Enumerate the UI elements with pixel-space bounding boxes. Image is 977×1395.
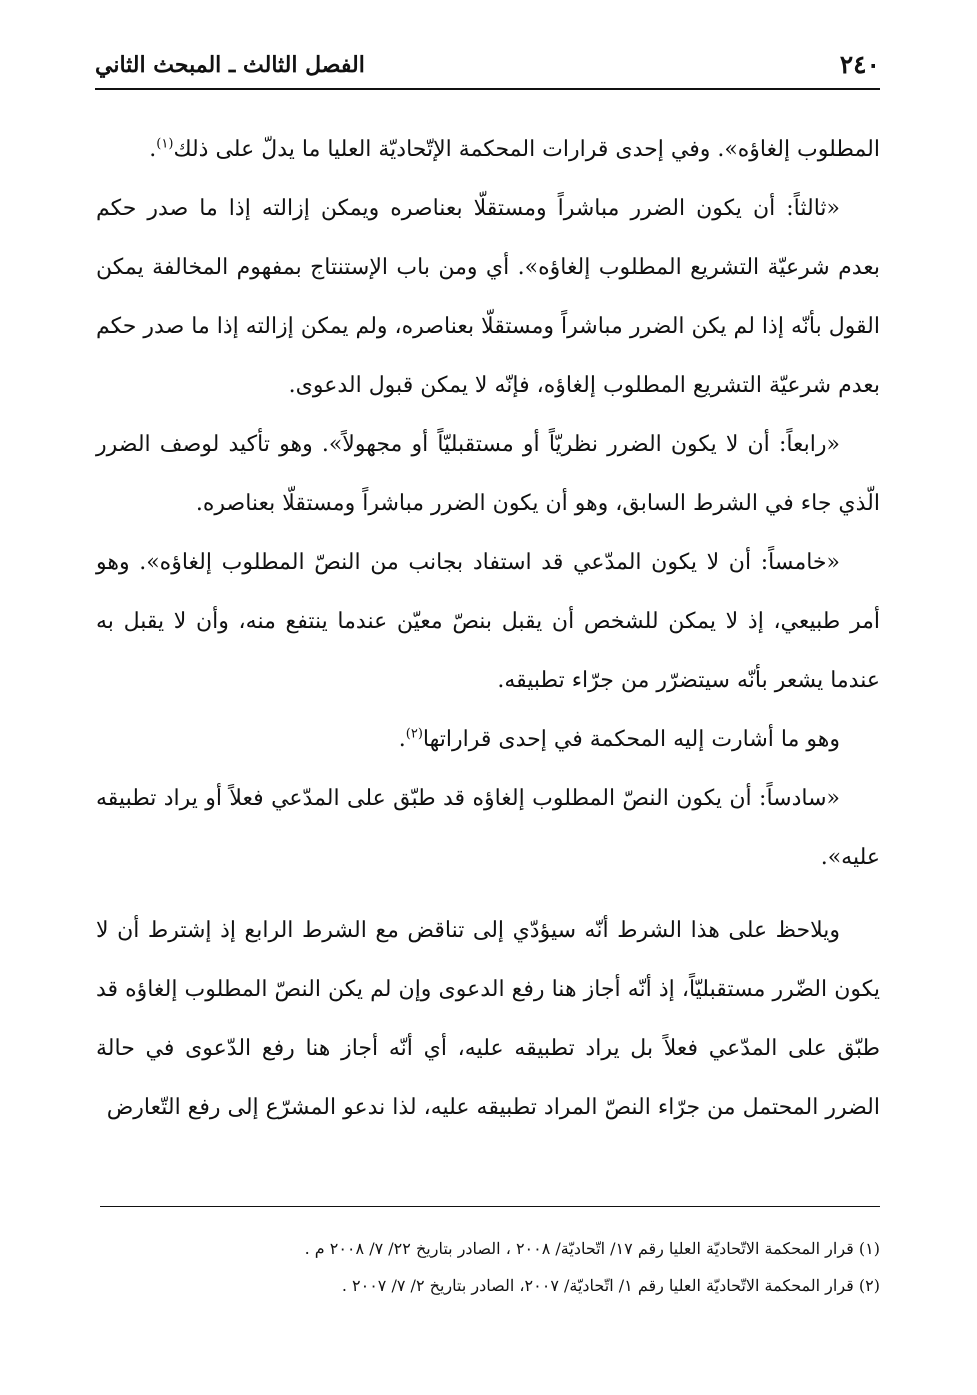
footnotes bbox=[96, 1230, 880, 1304]
paragraph-condition-4: «رابعاً: أن لا يكون الضرر نظريّاً أو مستقبليّاً أو مجهولاً». وهو تأكيد لوصف الضرر الّذي جاء في الشرط السابق، وهو أن يكون الضرر مباشراً ومستقلّا بعناصره. bbox=[96, 432, 880, 516]
paragraph-end: . bbox=[149, 137, 157, 162]
running-title: الفصل الثالث ـ المبحث الثاني bbox=[95, 52, 365, 78]
paragraph-court-reference bbox=[96, 710, 880, 769]
body-text bbox=[96, 120, 880, 1137]
paragraph-condition-6: «سادساً: أن يكون النصّ المطلوب إلغاؤه قد طبّق على المدّعي فعلاً أو يراد تطبيقه عليه». bbox=[96, 786, 880, 870]
footnote-separator bbox=[100, 1206, 880, 1207]
footnote-1: (١) قرار المحكمة الاتّحاديّة العليا رقم ١٧/ اتّحاديّة/ ٢٠٠٨ ، الصادر بتاريخ ٢٢/ ٧/ ٢٠٠٨ م . bbox=[304, 1239, 880, 1258]
paragraph-condition-3: «ثالثاً: أن يكون الضرر مباشراً ومستقلّا بعناصره ويمكن إزالته إذا ما صدر حكم بعدم شرعيّة التشريع المطلوب إلغاؤه». أي ومن باب الإستنتاج بمفهوم المخالفة يمكن القول بأنّه إذا لم يكن الضرر مباشراً ومستقلّا بعناصره، ولم يمكن إزالته إذا ما صدر حكم بعدم شرعيّة التشريع المطلوب إلغاؤه، فإنّه لا يمكن قبول الدعوى. bbox=[96, 196, 880, 398]
page-header bbox=[95, 48, 880, 90]
paragraph-text: المطلوب إلغاؤه». وفي إحدى قرارات المحكمة الإتّحاديّة العليا ما يدلّ على ذلك bbox=[173, 137, 880, 162]
paragraph-commentary: ويلاحظ على هذا الشرط أنّه سيؤدّي إلى تناقض مع الشرط الرابع إذ إشترط أن لا يكون الضّرر مستقبليّاً، إذ أنّه أجاز هنا رفع الدعوى وإن لم يكن النصّ المطلوب إلغاؤه قد طبّق على المدّعي فعلاً بل يراد تطبيقه عليه، أي أنّه أجاز هنا رفع الدّعوى في حالة الضرر المحتمل من جرّاء النصّ المراد تطبيقه عليه، لذا ندعو المشرّع إلى رفع التّعارض bbox=[96, 918, 880, 1120]
footnote-ref-2: (٢) bbox=[405, 726, 423, 742]
paragraph-end: . bbox=[398, 727, 406, 752]
paragraph-text: وهو ما أشارت إليه المحكمة في إحدى قراراتها bbox=[422, 727, 840, 752]
footnote-ref-1: (١) bbox=[156, 136, 174, 152]
paragraph-continuation bbox=[96, 120, 880, 179]
paragraph-condition-5: «خامساً: أن لا يكون المدّعي قد استفاد بجانب من النصّ المطلوب إلغاؤه». وهو أمر طبيعي، إذ لا يمكن للشخص أن يقبل بنصّ معيّن عندما ينتفع منه، وأن لا يقبل به عندما يشعر بأنّه سيتضرّر من جرّاء تطبيقه. bbox=[96, 550, 880, 693]
footnote-2: (٢) قرار المحكمة الاتّحاديّة العليا رقم ١/ اتّحاديّة/ ٢٠٠٧، الصادر بتاريخ ٢/ ٧/ ٢٠٠٧ . bbox=[341, 1276, 880, 1295]
page-number: ٢٤٠ bbox=[839, 50, 880, 79]
